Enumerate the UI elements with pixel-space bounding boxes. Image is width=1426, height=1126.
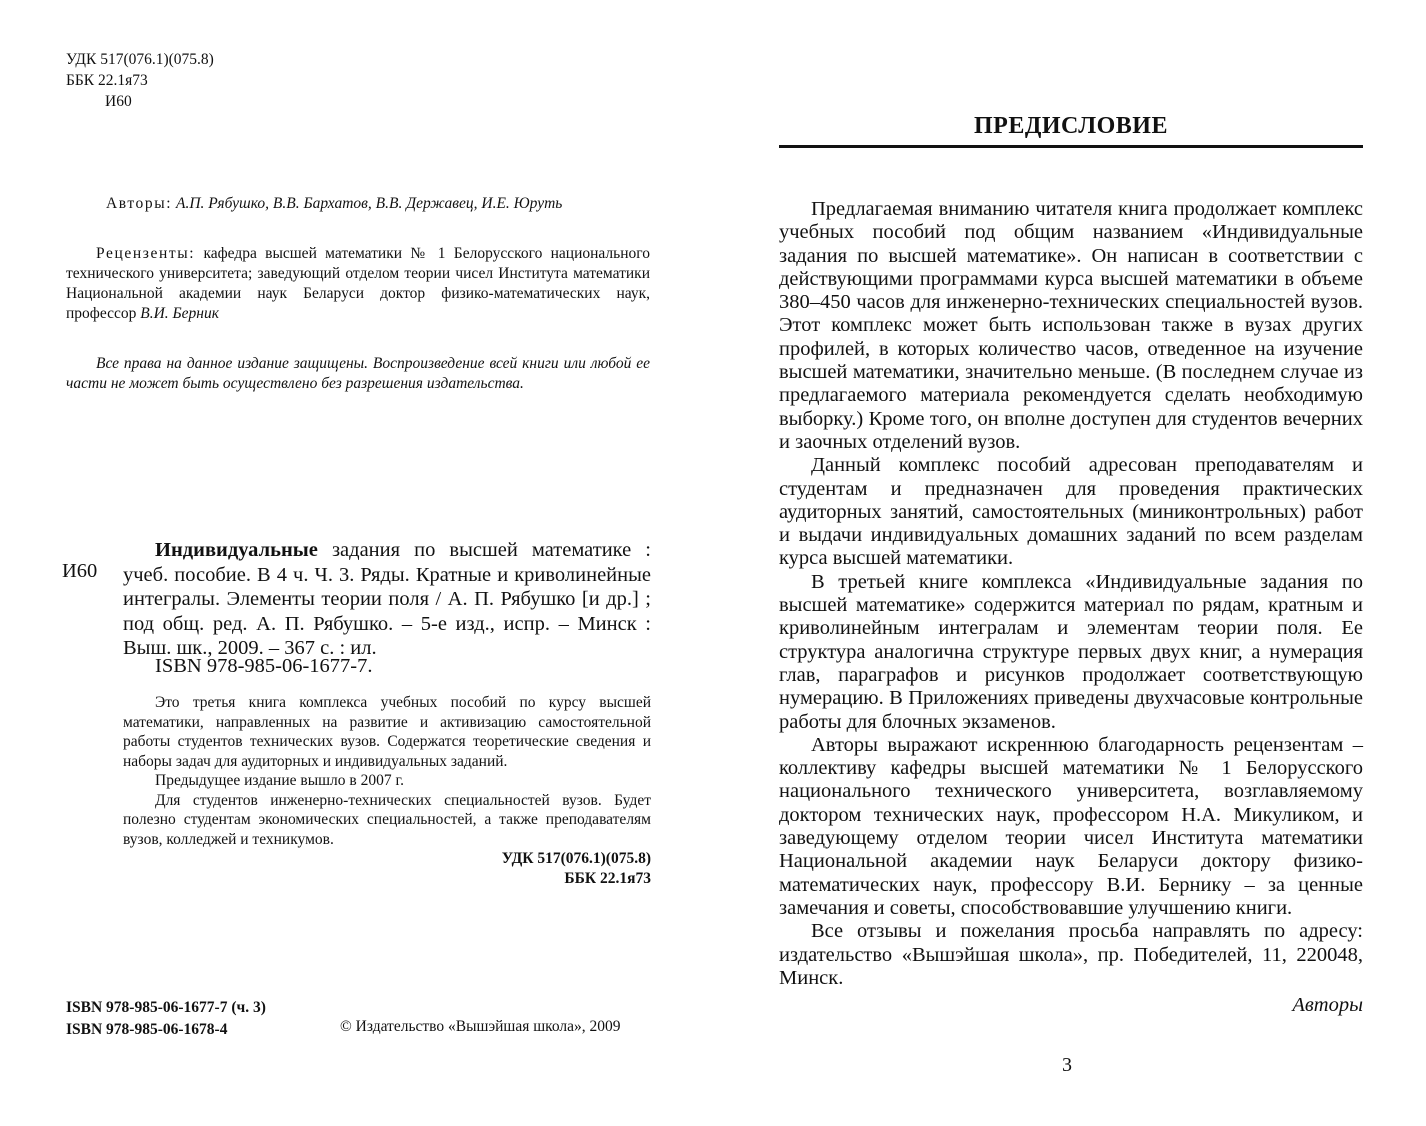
reviewers-name: В.И. Берник — [140, 305, 219, 322]
preface-paragraph: Все отзывы и пожелания просьба направлять по адресу: издательство «Вышэйшая школа», пр. Победителей, 11, 220048, Минск. — [779, 920, 1363, 989]
isbn-block — [66, 997, 266, 1041]
page-title: ПРЕДИСЛОВИЕ — [974, 113, 1168, 139]
reviewers-block — [66, 244, 650, 324]
authors-names: А.П. Рябушко, В.В. Бархатов, В.В. Державец, И.Е. Юруть — [176, 195, 563, 212]
biblio-isbn: ISBN 978-985-06-1677-7. — [155, 655, 373, 677]
preface-paragraph: Предлагаемая вниманию читателя книга продолжает комплекс учебных пособий под общим названием «Индивидуальные задания по высшей математике». Он написан в соответствии с действующими программами курса высшей математики в объеме 380–450 часов для инженерно-технических специальностей вузов. Этот комплекс может быть использован также в вузах других профилей, в которых количество часов, отведенное на изучение высшей математики, значительно меньше. (В последнем случае из предлагаемого материала рекомендуется сделать необходимую выборку.) Кроме того, он вполне доступен для студентов вечерних и заочных отделений вузов. — [779, 198, 1363, 453]
authors-label: Авторы: — [106, 195, 173, 212]
biblio-title-bold: Индивидуальные — [155, 539, 318, 561]
biblio-text: задания по высшей математике : учеб. пособие. В 4 ч. Ч. 3. Ряды. Кратные и криволинейные интегралы. Элементы теории поля / А. П. Рябушко [и др.] ; под общ. ред. А. П. Рябушко. – 5-е изд., испр. – Минск : Выш. шк., 2009. – 367 с. : ил. — [123, 539, 651, 659]
reviewers-text: кафедра высшей математики № 1 Белорусского национального технического университета; заведующий отделом теории чисел Института математики Национальной академии наук Беларуси доктор физико-математических наук, профессор — [66, 245, 651, 322]
udk-code: УДК 517(076.1)(075.8) — [66, 51, 214, 68]
annotation-paragraph: Для студентов инженерно-технических специальностей вузов. Будет полезно студентам экономических специальностей, а также преподавателям вузов, колледжей и техникумов. — [123, 791, 651, 848]
index-code: И60 — [105, 93, 132, 110]
preface-paragraph: Данный комплекс пособий адресован преподавателям и студентам и предназначен для проведения практических аудиторных занятий, самостоятельных (миниконтрольных) работ и выдачи индивидуальных домашних заданий по всем разделам курса высшей математики. — [779, 454, 1363, 570]
biblio-index: И60 — [62, 560, 98, 582]
authors-line — [106, 195, 562, 213]
annotation-paragraph: Предыдущее издание вышло в 2007 г. — [155, 772, 404, 789]
reviewers-label: Рецензенты: — [96, 245, 196, 262]
annotation — [123, 693, 651, 888]
preface-paragraph: Авторы выражают искреннюю благодарность рецензентам – коллективу кафедры высшей математики № 1 Белорусского национального технического университета, возглавляемому доктором технических наук, профессором Н.А. Микуликом, и заведующему отделом теории чисел Института математики Национальной академии наук Беларуси доктору физико-математических наук, профессору В.И. Бернику – за ценные замечания и советы, способствовавшие улучшению книги. — [779, 733, 1363, 919]
isbn-full: ISBN 978-985-06-1678-4 — [66, 1021, 228, 1038]
preface-paragraph: В третьей книге комплекса «Индивидуальные задания по высшей математике» содержится материал по рядам, кратным и криволинейным интегралам и элементам теории поля. Ее структура аналогична структуре первых двух книг, а нумерация глав, параграфов и рисунков продолжает соответствующую нумерацию. В Приложениях приведены двухчасовые контрольные работы для блочных экзаменов. — [779, 570, 1363, 733]
bibliographic-record — [123, 538, 651, 661]
publisher-copyright: © Издательство «Вышэйшая школа», 2009 — [340, 1018, 621, 1035]
annotation-udk: УДК 517(076.1)(075.8) — [501, 850, 651, 867]
title-divider — [779, 145, 1363, 148]
preface-signature: Авторы — [1292, 994, 1363, 1017]
isbn-part: ISBN 978-985-06-1677-7 (ч. 3) — [66, 999, 266, 1016]
annotation-paragraph: Это третья книга комплекса учебных пособий по курсу высшей математики, направленных на развитие и активизацию самостоятельной работы студентов технических вузов. Содержатся теоретические сведения и наборы задач для аудиторных и индивидуальных заданий. — [123, 694, 651, 770]
bbk-code: ББК 22.1я73 — [66, 72, 148, 89]
page-number: 3 — [1062, 1054, 1072, 1076]
annotation-bbk: ББК 22.1я73 — [564, 869, 651, 887]
preface-body — [779, 198, 1363, 1017]
classification-header — [66, 49, 214, 112]
copyright-notice: Все права на данное издание защищены. Воспроизведение всей книги или любой ее части не может быть осуществлено без разрешения издательства. — [66, 355, 650, 392]
